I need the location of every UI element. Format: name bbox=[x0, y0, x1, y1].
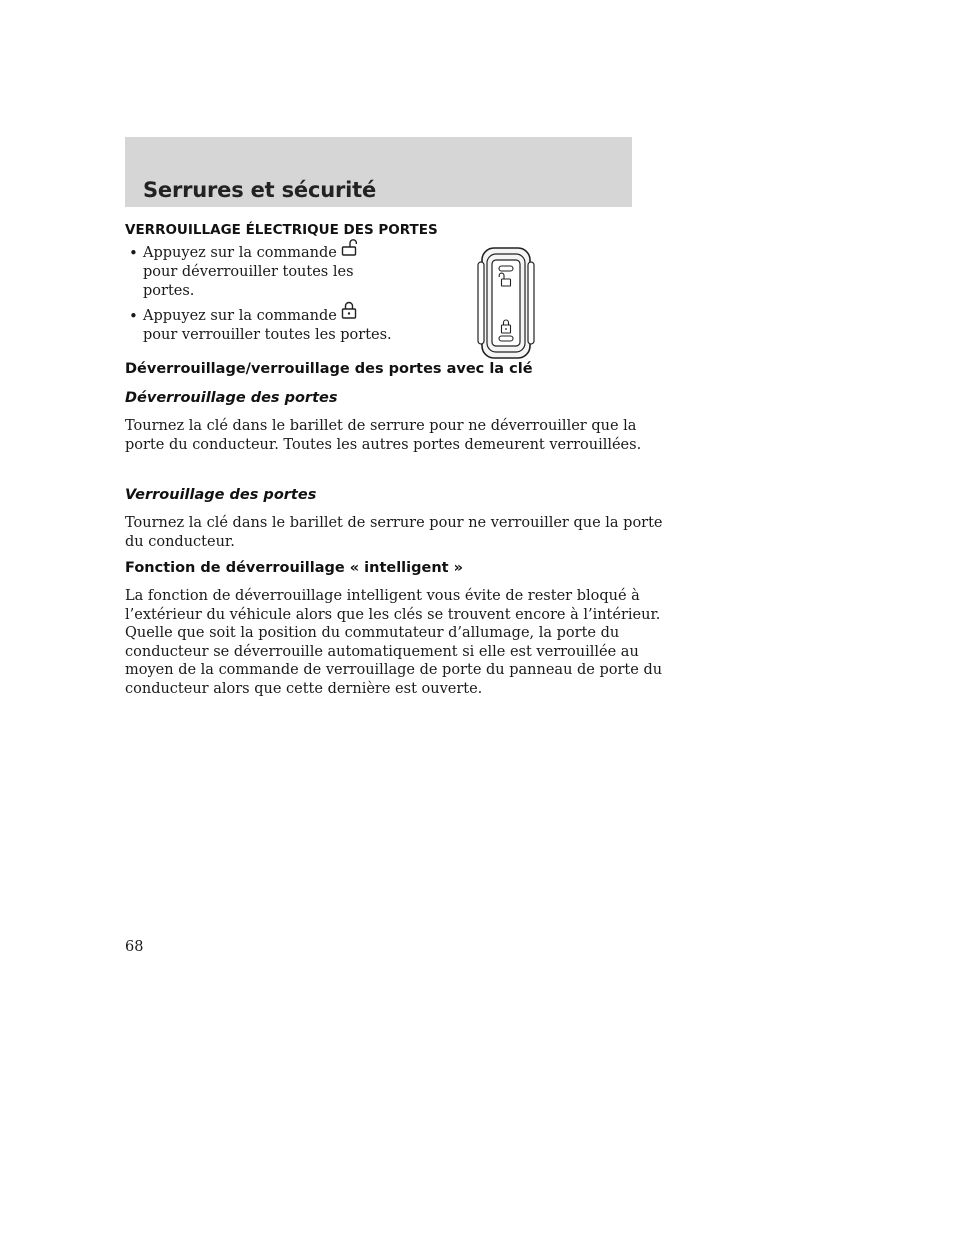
bullet-line: portes. bbox=[143, 283, 195, 299]
paragraph-line: porte du conducteur. Toutes les autres portes demeurent verrouillées. bbox=[125, 436, 642, 453]
section-heading: VERROUILLAGE ÉLECTRIQUE DES PORTES bbox=[125, 222, 438, 238]
lock-subheading: Verrouillage des portes bbox=[125, 487, 317, 503]
smart-unlock-heading: Fonction de déverrouillage « intelligent » bbox=[125, 560, 464, 576]
unlock-icon bbox=[341, 238, 357, 262]
paragraph-line: moyen de la commande de verrouillage de porte du panneau de porte du bbox=[125, 662, 663, 678]
unlock-paragraph bbox=[125, 417, 640, 454]
bullet-line: Appuyez sur la commande bbox=[143, 245, 337, 261]
page-title: Serrures et sécurité bbox=[143, 178, 377, 202]
unlock-subheading: Déverrouillage des portes bbox=[125, 390, 338, 406]
smart-unlock-paragraph bbox=[125, 587, 663, 698]
paragraph-line: Tournez la clé dans le barillet de serrure pour ne déverrouiller que la bbox=[125, 418, 637, 434]
door-lock-switch-illustration bbox=[476, 246, 536, 364]
key-section-heading: Déverrouillage/verrouillage des portes avec la clé bbox=[125, 361, 533, 377]
bullet-marker: • bbox=[129, 244, 138, 262]
bullet-line: Appuyez sur la commande bbox=[143, 308, 337, 324]
bullet-marker: • bbox=[129, 307, 138, 325]
paragraph-line: conducteur alors que cette dernière est ouverte. bbox=[125, 680, 483, 697]
bullet-lock-text bbox=[143, 307, 443, 345]
bullet-line: pour verrouiller toutes les portes. bbox=[143, 327, 392, 343]
lock-paragraph bbox=[125, 514, 663, 551]
paragraph-line: l’extérieur du véhicule alors que les clés se trouvent encore à l’intérieur. bbox=[125, 606, 661, 623]
paragraph-line: Quelle que soit la position du commutateur d’allumage, la porte du bbox=[125, 625, 620, 641]
paragraph-line: La fonction de déverrouillage intelligent vous évite de rester bloqué à bbox=[125, 588, 640, 604]
paragraph-line: Tournez la clé dans le barillet de serrure pour ne verrouiller que la porte bbox=[125, 515, 663, 531]
bullet-unlock-text bbox=[143, 244, 443, 301]
bullet-line: pour déverrouiller toutes les bbox=[143, 264, 354, 280]
lock-icon bbox=[341, 301, 357, 325]
paragraph-line: conducteur se déverrouille automatiquement si elle est verrouillée au bbox=[125, 643, 639, 660]
paragraph-line: du conducteur. bbox=[125, 533, 235, 550]
page-number: 68 bbox=[125, 939, 144, 955]
